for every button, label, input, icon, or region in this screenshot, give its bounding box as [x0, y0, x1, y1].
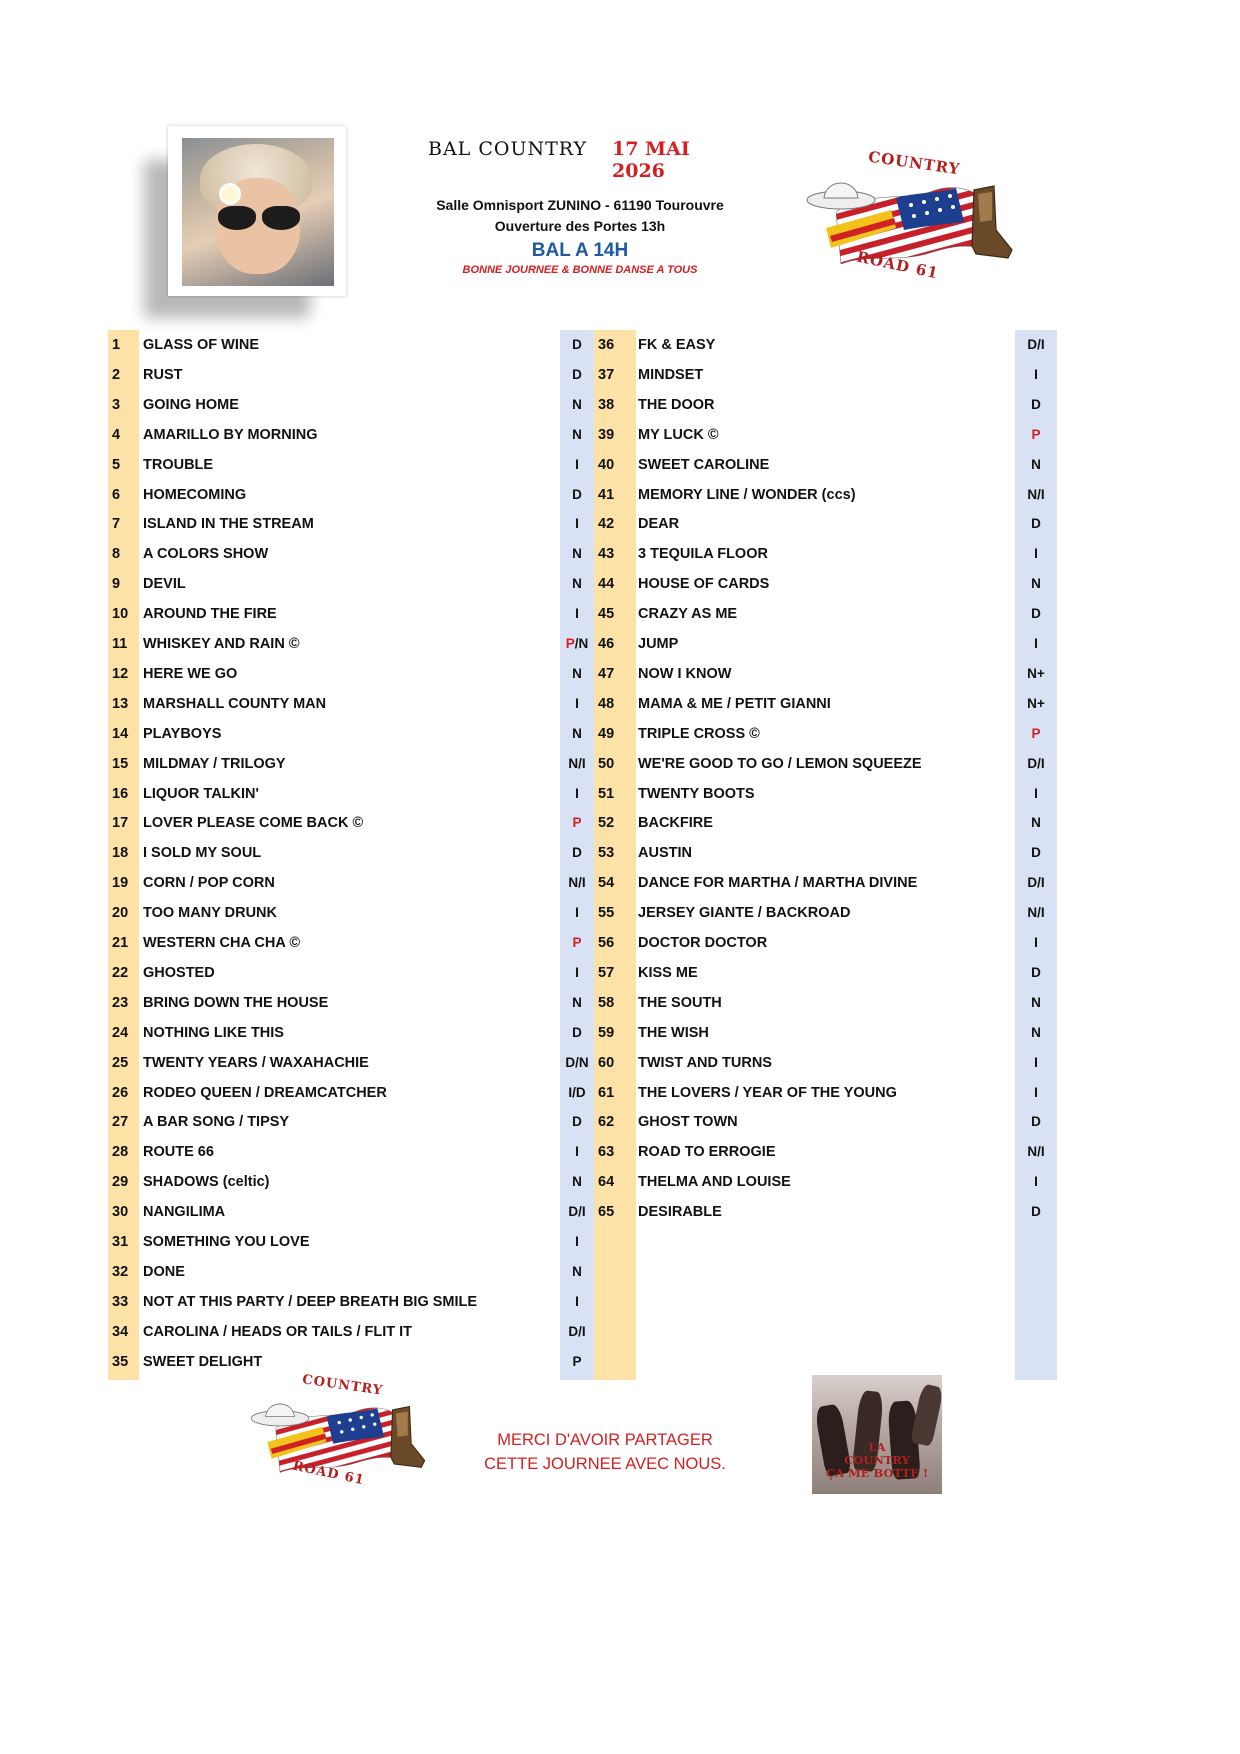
dance-number: 33: [112, 1293, 129, 1310]
level-code: N/I: [1027, 905, 1045, 921]
dance-number: 49: [598, 725, 615, 742]
level-code: N: [572, 426, 582, 442]
level-code: N: [1031, 456, 1041, 472]
thank-you-message: [455, 1428, 755, 1476]
level-code: I: [575, 606, 579, 622]
dance-name: TROUBLE: [143, 456, 214, 473]
table-row: [0, 450, 1240, 480]
dance-name: CAROLINA / HEADS OR TAILS / FLIT IT: [143, 1323, 413, 1340]
table-row: [0, 689, 1240, 719]
level-code: D: [1031, 964, 1041, 980]
table-row: [0, 1347, 1240, 1377]
dance-name: 3 TEQUILA FLOOR: [638, 546, 768, 563]
doors-opening: Ouverture des Portes 13h: [494, 218, 666, 234]
level-code: N: [572, 576, 582, 592]
dance-number: 6: [112, 486, 121, 503]
level-code: D/I: [1027, 875, 1045, 891]
logo-bottom-text: ROAD 61: [855, 247, 941, 283]
dance-number: 21: [112, 935, 129, 951]
dance-name: TWIST AND TURNS: [638, 1054, 772, 1071]
dance-number: 14: [112, 725, 129, 742]
dance-number: 35: [112, 1353, 129, 1370]
greeting-text: BONNE JOURNEE & BONNE DANSE A TOUS: [462, 264, 698, 276]
logo-top-text: COUNTRY: [867, 147, 962, 179]
dance-number: 43: [598, 546, 615, 563]
dance-number: 23: [112, 994, 129, 1011]
level-code: N: [1031, 1024, 1041, 1040]
dance-name: GHOSTED: [143, 964, 215, 981]
dance-number: 32: [112, 1263, 129, 1280]
dance-number: 19: [112, 875, 129, 892]
dance-name: DEAR: [638, 516, 680, 533]
level-code: P: [572, 815, 582, 831]
dance-name: I SOLD MY SOUL: [143, 845, 262, 862]
dance-name: HOUSE OF CARDS: [638, 576, 770, 593]
level-code: I: [575, 964, 579, 980]
dance-name: THE LOVERS / YEAR OF THE YOUNG: [638, 1084, 897, 1101]
level-code: D/I: [1027, 755, 1045, 771]
table-row: [0, 629, 1240, 659]
level-code: N: [572, 396, 582, 412]
table-row: [0, 958, 1240, 988]
dance-number: 56: [598, 935, 615, 951]
level-code: D/I: [568, 1323, 586, 1339]
dance-number: 25: [112, 1054, 129, 1071]
level-code: P: [572, 1353, 582, 1369]
dance-name: NOW I KNOW: [638, 665, 732, 682]
dance-name: GHOST TOWN: [638, 1114, 738, 1131]
dance-name: KISS ME: [638, 964, 698, 981]
dance-number: 48: [598, 695, 615, 712]
level-code: N: [1031, 576, 1041, 592]
table-row: [0, 779, 1240, 809]
level-code: D: [572, 337, 582, 352]
dance-number: 52: [598, 815, 615, 832]
dance-number: 26: [112, 1084, 129, 1101]
dance-number: 31: [112, 1234, 129, 1250]
dance-number: 30: [112, 1204, 129, 1221]
level-code: D: [572, 486, 582, 502]
dance-number: 37: [598, 366, 615, 383]
dance-name: AMARILLO BY MORNING: [143, 426, 318, 443]
dance-name: A BAR SONG / TIPSY: [143, 1114, 290, 1131]
dance-name: LIQUOR TALKIN': [143, 785, 259, 802]
dance-name: PLAYBOYS: [143, 725, 222, 742]
dance-name: ROUTE 66: [143, 1144, 214, 1161]
dance-name: MAMA & ME / PETIT GIANNI: [638, 695, 831, 712]
dance-number: 5: [112, 456, 121, 473]
dance-name: DOCTOR DOCTOR: [638, 935, 768, 951]
level-code: I: [1034, 1174, 1038, 1190]
boots-caption-1: LA: [868, 1440, 886, 1454]
dance-name: DANCE FOR MARTHA / MARTHA DIVINE: [638, 875, 918, 892]
table-row: [0, 749, 1240, 779]
dance-number: 53: [598, 845, 615, 862]
dance-number: 39: [598, 426, 615, 443]
level-code: D: [572, 1024, 582, 1040]
dance-name: BRING DOWN THE HOUSE: [143, 994, 329, 1011]
dance-name: NOT AT THIS PARTY / DEEP BREATH BIG SMILE: [143, 1293, 478, 1310]
table-row: [0, 1107, 1240, 1137]
level-code: D/I: [1027, 337, 1045, 352]
dance-name: TWENTY BOOTS: [638, 785, 755, 802]
level-code: D: [1031, 1204, 1041, 1220]
dance-name: RODEO QUEEN / DREAMCATCHER: [143, 1084, 387, 1101]
level-code: P: [572, 935, 582, 950]
dance-name: TRIPLE CROSS ©: [638, 725, 760, 742]
dance-number: 13: [112, 695, 129, 712]
table-row: [0, 808, 1240, 838]
dance-name: MY LUCK ©: [638, 426, 719, 443]
dance-number: 65: [598, 1204, 615, 1221]
dancing-boots-image: [812, 1375, 942, 1494]
dance-name: MILDMAY / TRILOGY: [143, 755, 286, 772]
table-row: [0, 509, 1240, 539]
table-row: [0, 1257, 1240, 1287]
dance-number: 12: [112, 665, 129, 682]
dance-number: 60: [598, 1054, 615, 1071]
table-row: [0, 1137, 1240, 1167]
dance-number: 58: [598, 994, 615, 1011]
level-code: I: [575, 456, 579, 472]
dance-number: 34: [112, 1323, 129, 1340]
level-code: P/N: [565, 636, 589, 651]
table-row: [0, 1048, 1240, 1078]
event-date: 17 MAI 2026: [612, 138, 690, 182]
table-row: [0, 1018, 1240, 1048]
level-code: I: [1034, 366, 1038, 382]
logo-top-text: COUNTRY: [301, 1372, 384, 1399]
level-code: N: [572, 665, 582, 681]
dance-name: RUST: [143, 366, 183, 383]
dance-name: THE DOOR: [638, 396, 715, 413]
level-code: D: [1031, 845, 1041, 861]
level-code: D/N: [565, 1054, 589, 1070]
dance-number: 64: [598, 1174, 615, 1191]
level-code: N/I: [568, 875, 586, 891]
level-code: N: [1031, 815, 1041, 831]
dance-number: 27: [112, 1114, 129, 1131]
table-row: [0, 360, 1240, 390]
dance-number: 38: [598, 396, 615, 413]
level-code: I: [575, 516, 579, 532]
dance-name: A COLORS SHOW: [143, 546, 269, 563]
level-code: I: [575, 1293, 579, 1309]
level-code: N/I: [568, 755, 586, 771]
dance-name: SHADOWS (celtic): [143, 1174, 270, 1191]
level-code: N+: [1027, 665, 1045, 681]
dance-number: 62: [598, 1114, 615, 1131]
level-code: N: [572, 725, 582, 741]
dance-name: LOVER PLEASE COME BACK ©: [143, 815, 364, 832]
dance-number: 4: [112, 426, 121, 443]
venue-address: Salle Omnisport ZUNINO - 61190 Tourouvre: [436, 197, 724, 213]
dance-name: DEVIL: [143, 576, 186, 593]
table-row: [0, 868, 1240, 898]
dance-number: 46: [598, 636, 615, 652]
dance-number: 29: [112, 1174, 129, 1191]
level-code: D: [572, 366, 582, 382]
dance-name: NOTHING LIKE THIS: [143, 1024, 284, 1041]
dance-number: 9: [112, 576, 121, 593]
dance-name: JERSEY GIANTE / BACKROAD: [638, 905, 851, 922]
level-code: P: [1031, 426, 1041, 442]
table-row: [0, 569, 1240, 599]
table-row: [0, 1078, 1240, 1108]
dance-number: 41: [598, 486, 615, 503]
table-row: [0, 928, 1240, 958]
dance-name: TWENTY YEARS / WAXAHACHIE: [143, 1054, 369, 1071]
dance-name: THE WISH: [638, 1024, 709, 1041]
dance-number: 17: [112, 815, 129, 832]
level-code: I: [575, 1144, 579, 1160]
dance-name: HERE WE GO: [143, 665, 238, 682]
dance-name: AROUND THE FIRE: [143, 606, 277, 623]
level-code: N+: [1027, 695, 1045, 711]
table-row: [0, 1197, 1240, 1227]
dance-name: SOMETHING YOU LOVE: [143, 1234, 310, 1250]
bal-start-time: BAL A 14H: [531, 240, 629, 261]
dance-number: 42: [598, 516, 615, 533]
dance-number: 55: [598, 905, 615, 922]
level-code: I: [575, 905, 579, 921]
dance-number: 15: [112, 755, 129, 772]
level-code: D: [1031, 396, 1041, 412]
dance-name: GLASS OF WINE: [143, 337, 259, 353]
level-code: N: [1031, 994, 1041, 1010]
venue-info: [380, 195, 780, 237]
event-title-row: [428, 138, 748, 182]
dance-name: THE SOUTH: [638, 994, 722, 1011]
level-code: D: [1031, 606, 1041, 622]
level-code: P: [1031, 725, 1041, 741]
dance-number: 2: [112, 366, 121, 383]
dance-number: 16: [112, 785, 129, 802]
level-code: D: [1031, 1114, 1041, 1130]
dance-name: JUMP: [638, 636, 679, 652]
table-row: [0, 838, 1240, 868]
dance-name: CRAZY AS ME: [638, 606, 738, 623]
table-row: [0, 1227, 1240, 1257]
table-row: [0, 420, 1240, 450]
dance-number: 54: [598, 875, 615, 892]
dance-number: 22: [112, 964, 129, 981]
dance-name: SWEET CAROLINE: [638, 456, 770, 473]
level-code: N/I: [1027, 1144, 1045, 1160]
dance-name: AUSTIN: [638, 845, 692, 862]
profile-photo-frame: [168, 126, 346, 296]
table-row: [0, 1317, 1240, 1347]
country-road-61-footer-logo: [240, 1372, 430, 1489]
dance-name: BACKFIRE: [638, 815, 713, 832]
dance-name: WE'RE GOOD TO GO / LEMON SQUEEZE: [638, 755, 922, 772]
dance-number: 59: [598, 1024, 615, 1041]
dance-number: 24: [112, 1024, 129, 1041]
table-row: [0, 390, 1240, 420]
dance-number: 47: [598, 665, 615, 682]
dance-number: 40: [598, 456, 615, 473]
profile-photo: [182, 138, 334, 286]
dance-name: WESTERN CHA CHA ©: [143, 935, 301, 951]
dance-name: TOO MANY DRUNK: [143, 905, 277, 922]
level-code: D: [572, 1114, 582, 1130]
level-code: I: [1034, 546, 1038, 562]
dance-name: CORN / POP CORN: [143, 875, 275, 892]
level-code: D/I: [568, 1204, 586, 1220]
dance-name: SWEET DELIGHT: [143, 1353, 263, 1370]
thank-you-line-2: CETTE JOURNEE AVEC NOUS.: [484, 1455, 726, 1473]
table-row: [0, 330, 1240, 360]
dance-name: NANGILIMA: [143, 1204, 226, 1221]
level-code: I: [1034, 935, 1038, 950]
level-code: I: [1034, 785, 1038, 801]
dance-number: 44: [598, 576, 615, 593]
level-code: I: [1034, 1054, 1038, 1070]
dance-name: MARSHALL COUNTY MAN: [143, 695, 327, 712]
dance-number: 3: [112, 396, 121, 413]
table-row: [0, 659, 1240, 689]
boots-caption-3: ÇA ME BOTTE !: [825, 1466, 929, 1480]
level-code: N: [572, 994, 582, 1010]
dance-number: 57: [598, 964, 615, 981]
dance-number: 11: [112, 636, 128, 652]
table-row: [0, 719, 1240, 749]
level-code: I: [1034, 636, 1038, 651]
dance-number: 45: [598, 606, 615, 623]
thank-you-line-1: MERCI D'AVOIR PARTAGER: [497, 1431, 713, 1449]
level-code: N/I: [1027, 486, 1045, 502]
dance-name: THELMA AND LOUISE: [638, 1174, 791, 1191]
dance-number: 36: [598, 337, 615, 353]
dance-number: 10: [112, 606, 129, 623]
dance-number: 51: [598, 785, 615, 802]
dance-number: 1: [112, 337, 121, 353]
level-code: I/D: [568, 1084, 586, 1100]
dance-name: MEMORY LINE / WONDER (ccs): [638, 486, 856, 503]
dance-name: MINDSET: [638, 366, 704, 383]
level-code: I: [575, 695, 579, 711]
dance-number: 28: [112, 1144, 129, 1161]
logo-bottom-text: ROAD 61: [291, 1458, 366, 1489]
table-row: [0, 599, 1240, 629]
dance-name: ROAD TO ERROGIE: [638, 1144, 776, 1161]
table-row: [0, 988, 1240, 1018]
level-code: N: [572, 546, 582, 562]
event-title: BAL COUNTRY: [428, 138, 588, 160]
dance-name: FK & EASY: [638, 337, 716, 353]
level-code: D: [572, 845, 582, 861]
table-row: [0, 898, 1240, 928]
level-code: D: [1031, 516, 1041, 532]
dance-name: HOMECOMING: [143, 486, 247, 503]
country-road-61-logo: [796, 147, 1016, 283]
dance-name: DESIRABLE: [638, 1204, 722, 1221]
dance-number: 50: [598, 755, 615, 772]
boots-caption-2: COUNTRY: [844, 1453, 910, 1467]
dance-number: 8: [112, 546, 121, 563]
table-row: [0, 1167, 1240, 1197]
table-row: [0, 539, 1240, 569]
level-code: I: [575, 785, 579, 801]
table-row: [0, 1287, 1240, 1317]
dance-name: GOING HOME: [143, 396, 239, 413]
dance-number: 20: [112, 905, 129, 922]
level-code: N: [572, 1174, 582, 1190]
dance-name: DONE: [143, 1263, 185, 1280]
dance-number: 63: [598, 1144, 615, 1161]
dance-number: 7: [112, 516, 121, 533]
level-code: I: [1034, 1084, 1038, 1100]
dance-name: WHISKEY AND RAIN ©: [143, 636, 300, 652]
dance-number: 61: [598, 1084, 615, 1101]
table-row: [0, 480, 1240, 510]
level-code: I: [575, 1234, 579, 1249]
level-code: N: [572, 1263, 582, 1279]
dance-name: ISLAND IN THE STREAM: [143, 516, 314, 533]
dance-number: 18: [112, 845, 129, 862]
